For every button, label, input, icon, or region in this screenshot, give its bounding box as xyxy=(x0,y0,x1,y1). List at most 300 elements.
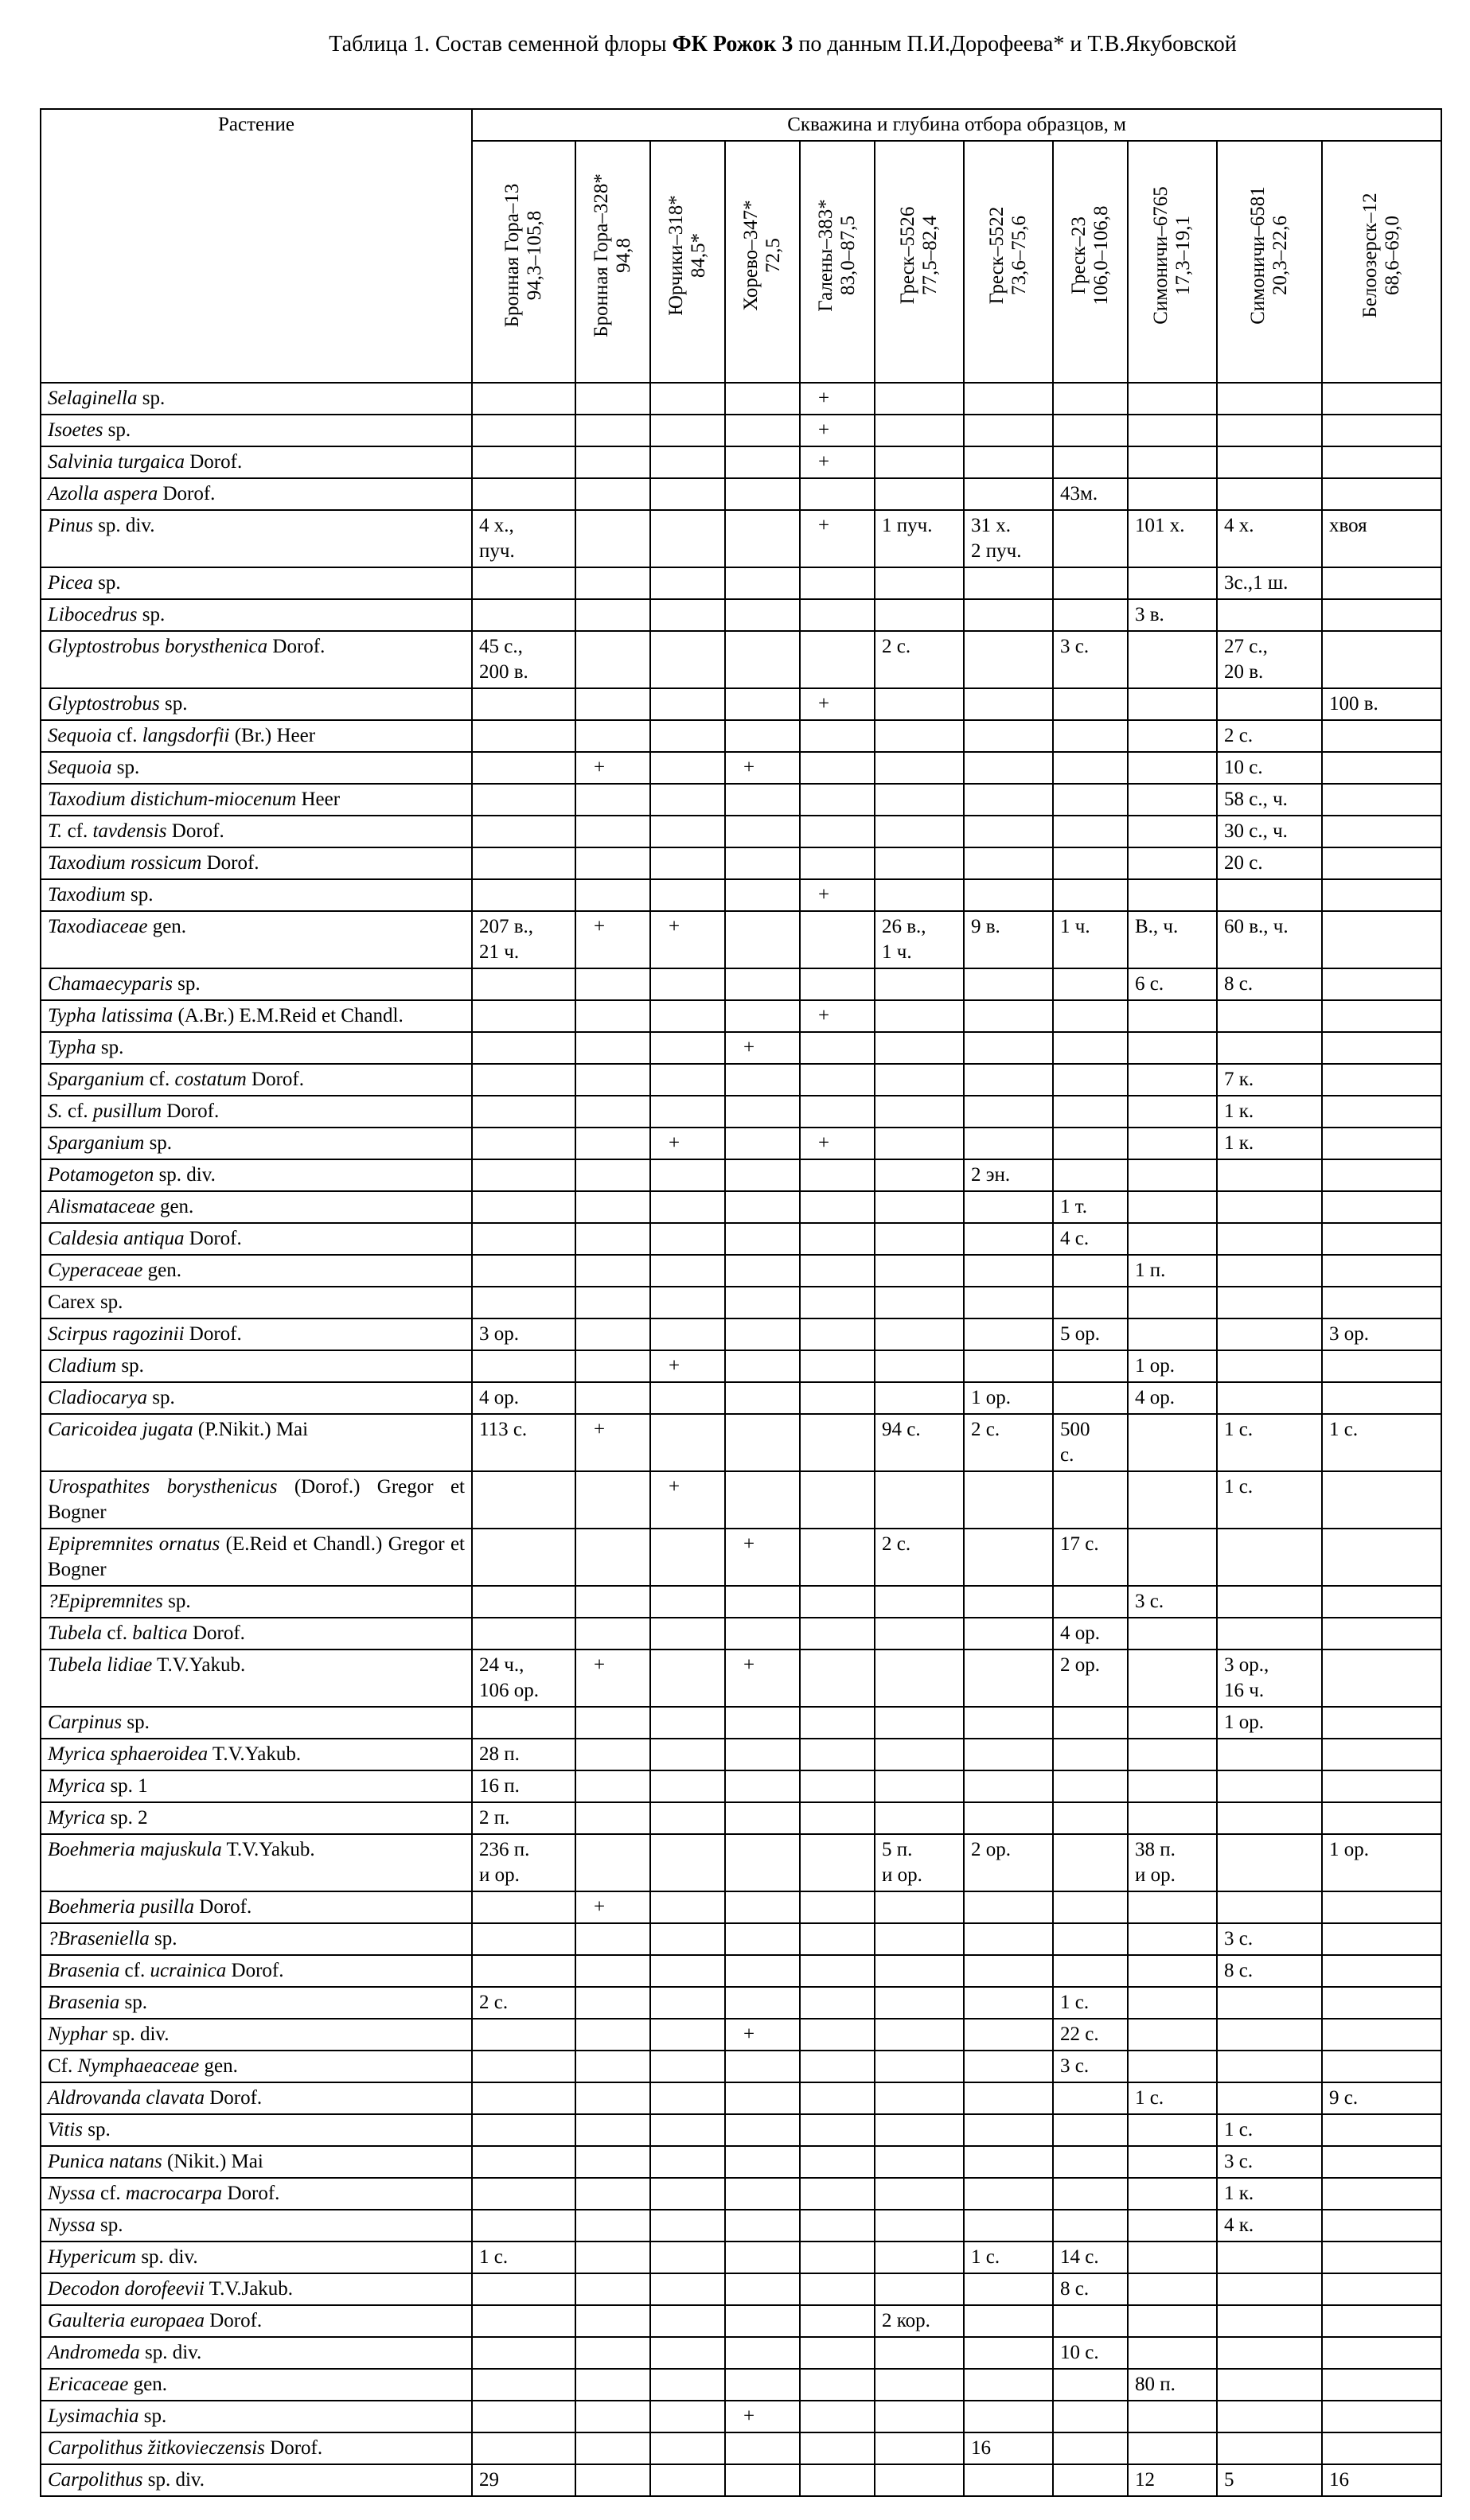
plant-name-text: sp. xyxy=(103,419,131,441)
data-cell xyxy=(800,1770,875,1802)
data-cell xyxy=(964,599,1053,631)
data-cell xyxy=(875,1802,964,1834)
data-cell xyxy=(1128,1618,1217,1649)
table-row xyxy=(41,879,1441,911)
data-cell xyxy=(875,1923,964,1955)
table-row xyxy=(41,968,1441,1000)
data-cell xyxy=(472,847,575,879)
plant-name-text: sp. xyxy=(122,1712,150,1733)
data-cell xyxy=(1217,1987,1322,2019)
plant-name-italic: Typha xyxy=(48,1037,96,1058)
data-cell xyxy=(964,1891,1053,1923)
table-row xyxy=(41,847,1441,879)
data-cell xyxy=(1128,1802,1217,1834)
data-cell: 43м. xyxy=(1053,478,1128,510)
plant-name-italic: Andromeda xyxy=(48,2342,140,2363)
table-row xyxy=(41,1382,1441,1414)
data-cell: 236 п. и ор. xyxy=(472,1834,575,1891)
data-cell xyxy=(800,1032,875,1064)
plant-name-text: Dorof. xyxy=(267,636,326,657)
data-cell xyxy=(575,1987,650,2019)
data-cell xyxy=(472,2210,575,2242)
plant-name-italic: Isoetes xyxy=(48,419,103,441)
plant-name-italic: Libocedrus xyxy=(48,604,138,625)
data-cell xyxy=(472,1923,575,1955)
data-cell xyxy=(1053,1770,1128,1802)
plant-name-cell xyxy=(41,1707,472,1739)
data-cell xyxy=(725,2464,800,2496)
plant-name-cell xyxy=(41,688,472,720)
data-cell: 1 ор. xyxy=(1217,1707,1322,1739)
table-row xyxy=(41,720,1441,752)
plant-name-text: sp. div. xyxy=(142,2469,205,2491)
data-cell xyxy=(875,2337,964,2369)
plant-name-text: Dorof. xyxy=(204,2310,263,2331)
data-cell xyxy=(725,1802,800,1834)
data-cell xyxy=(1053,1064,1128,1096)
plant-name-italic: Taxodium rossicum xyxy=(48,852,202,874)
plant-name-italic: S. xyxy=(48,1100,63,1122)
data-cell xyxy=(1217,1834,1322,1891)
data-cell xyxy=(1128,2273,1217,2305)
plant-name-cell xyxy=(41,2273,472,2305)
plant-name-italic: Taxodium distichum-miocenum xyxy=(48,789,297,810)
data-cell: 3 с. xyxy=(1217,2146,1322,2178)
data-cell xyxy=(725,1770,800,1802)
plant-name-text: Dorof. xyxy=(158,483,216,504)
data-cell xyxy=(964,688,1053,720)
table-title xyxy=(0,32,1470,57)
data-cell xyxy=(575,2242,650,2273)
data-cell xyxy=(800,1707,875,1739)
data-cell xyxy=(964,446,1053,478)
data-cell: + xyxy=(800,415,875,446)
data-cell xyxy=(964,968,1053,1000)
data-cell xyxy=(1128,2019,1217,2051)
data-cell xyxy=(1322,1128,1441,1159)
data-cell xyxy=(1322,1032,1441,1064)
data-cell xyxy=(650,1707,725,1739)
data-cell xyxy=(650,2305,725,2337)
data-cell xyxy=(1128,720,1217,752)
data-cell xyxy=(1128,816,1217,847)
data-cell xyxy=(575,2082,650,2114)
plant-name-cell xyxy=(41,1191,472,1223)
table-row xyxy=(41,1707,1441,1739)
plant-name-text: sp. xyxy=(116,1355,144,1377)
group-column-header: Скважина и глубина отбора образцов, м xyxy=(472,109,1441,141)
data-cell xyxy=(725,2337,800,2369)
data-cell xyxy=(964,752,1053,784)
plant-name-cell xyxy=(41,784,472,816)
plant-name-text: sp. xyxy=(162,1591,191,1612)
data-cell xyxy=(800,2337,875,2369)
data-cell xyxy=(472,1707,575,1739)
data-cell xyxy=(575,816,650,847)
plant-name-cell xyxy=(41,1096,472,1128)
data-cell: 4 ор. xyxy=(1053,1618,1128,1649)
data-cell xyxy=(650,1649,725,1707)
plant-name-cell xyxy=(41,1223,472,1255)
data-cell xyxy=(1128,1649,1217,1707)
data-cell: хвоя xyxy=(1322,510,1441,567)
plant-name-text: sp. xyxy=(119,1992,148,2013)
data-cell xyxy=(472,599,575,631)
plant-name-italic: Cladiocarya xyxy=(48,1387,147,1408)
data-cell xyxy=(800,1191,875,1223)
data-cell xyxy=(1053,2082,1128,2114)
table-row xyxy=(41,688,1441,720)
data-cell xyxy=(800,1414,875,1471)
data-cell xyxy=(1053,2369,1128,2401)
data-cell: 207 в., 21 ч. xyxy=(472,911,575,968)
data-cell xyxy=(472,1032,575,1064)
data-cell xyxy=(1322,1096,1441,1128)
plant-name-text: cf. xyxy=(62,1100,93,1122)
plant-name-text: Dorof. xyxy=(194,1896,252,1918)
data-cell: 5 xyxy=(1217,2464,1322,2496)
plant-name-italic: macrocarpa xyxy=(125,2183,223,2204)
data-cell xyxy=(650,2464,725,2496)
data-cell xyxy=(1322,446,1441,478)
data-cell xyxy=(725,510,800,567)
data-cell xyxy=(575,879,650,911)
data-cell: 1 с. xyxy=(1217,1471,1322,1529)
data-cell xyxy=(725,1191,800,1223)
table-row xyxy=(41,1891,1441,1923)
data-cell xyxy=(650,1382,725,1414)
data-cell xyxy=(650,1096,725,1128)
plant-name-cell xyxy=(41,383,472,415)
plant-name-text: cf. xyxy=(102,1622,133,1644)
plant-name-italic: Gaulteria europaea xyxy=(48,2310,205,2331)
data-cell xyxy=(650,2114,725,2146)
data-cell xyxy=(1053,1739,1128,1770)
plant-name-cell xyxy=(41,1586,472,1618)
data-cell xyxy=(1128,415,1217,446)
table-row xyxy=(41,2082,1441,2114)
data-cell: 26 в., 1 ч. xyxy=(875,911,964,968)
data-cell xyxy=(1053,1159,1128,1191)
plant-name-text: Dorof. xyxy=(204,2087,263,2109)
data-cell xyxy=(1217,2273,1322,2305)
data-cell xyxy=(964,1770,1053,1802)
data-cell xyxy=(1322,1471,1441,1529)
data-cell xyxy=(725,1891,800,1923)
data-cell xyxy=(964,1287,1053,1318)
column-header xyxy=(964,141,1053,383)
data-cell: 38 п. и ор. xyxy=(1128,1834,1217,1891)
data-cell xyxy=(575,1739,650,1770)
plant-name-italic: Carpinus xyxy=(48,1712,123,1733)
data-cell xyxy=(725,1471,800,1529)
title-suffix: по данным П.И.Дорофеева* и Т.В.Якубовской xyxy=(793,32,1237,56)
data-cell xyxy=(1217,1223,1322,1255)
plant-name-italic: Sparganium xyxy=(48,1069,145,1090)
data-cell xyxy=(800,1586,875,1618)
data-cell: 1 ор. xyxy=(1322,1834,1441,1891)
data-cell xyxy=(1322,567,1441,599)
data-cell xyxy=(1128,1739,1217,1770)
plant-name-italic: Nyssa xyxy=(48,2183,96,2204)
data-cell xyxy=(875,1350,964,1382)
data-cell xyxy=(650,2242,725,2273)
plant-name-italic: Sequoia xyxy=(48,725,112,746)
plant-name-cell xyxy=(41,911,472,968)
data-cell xyxy=(1217,1739,1322,1770)
data-cell: 113 с. xyxy=(472,1414,575,1471)
data-cell xyxy=(575,510,650,567)
data-cell xyxy=(964,784,1053,816)
table-row xyxy=(41,752,1441,784)
data-cell xyxy=(1053,879,1128,911)
data-cell xyxy=(575,1223,650,1255)
plant-name-italic: Myrica xyxy=(48,1775,106,1797)
plant-name-italic: Selaginella xyxy=(48,388,138,409)
data-cell xyxy=(1053,567,1128,599)
data-cell xyxy=(800,2210,875,2242)
data-cell xyxy=(800,968,875,1000)
plant-name-text: T.V.Yakub. xyxy=(221,1839,315,1860)
data-cell: + xyxy=(725,1032,800,1064)
data-cell xyxy=(575,2178,650,2210)
data-cell xyxy=(1128,2305,1217,2337)
data-cell: + xyxy=(575,1649,650,1707)
data-cell xyxy=(575,478,650,510)
data-cell: 2 эн. xyxy=(964,1159,1053,1191)
table-row xyxy=(41,1414,1441,1471)
title-bold: ФК Рожок 3 xyxy=(672,32,793,56)
data-cell xyxy=(650,2178,725,2210)
table-row xyxy=(41,1987,1441,2019)
data-cell xyxy=(875,2114,964,2146)
data-cell xyxy=(650,2082,725,2114)
table-row xyxy=(41,1159,1441,1191)
plant-name-italic: Salvinia turgaica xyxy=(48,451,185,473)
data-cell xyxy=(650,1159,725,1191)
data-cell xyxy=(575,1529,650,1586)
plant-name-cell xyxy=(41,510,472,567)
data-cell xyxy=(1128,2242,1217,2273)
data-cell xyxy=(725,2114,800,2146)
data-cell: 3 ор., 16 ч. xyxy=(1217,1649,1322,1707)
data-cell xyxy=(725,2305,800,2337)
data-cell xyxy=(1322,1770,1441,1802)
data-cell xyxy=(800,1891,875,1923)
data-cell xyxy=(725,2082,800,2114)
plant-name-cell xyxy=(41,1000,472,1032)
plant-name-italic: Typha latissima xyxy=(48,1005,174,1026)
data-cell xyxy=(575,2114,650,2146)
data-cell: + xyxy=(725,1649,800,1707)
data-cell xyxy=(1322,1707,1441,1739)
data-cell xyxy=(875,1955,964,1987)
data-cell xyxy=(575,2305,650,2337)
data-cell xyxy=(1128,2146,1217,2178)
title-prefix: Таблица 1. Состав семенной флоры xyxy=(329,32,673,56)
table-row xyxy=(41,1350,1441,1382)
data-cell: 2 ор. xyxy=(964,1834,1053,1891)
data-cell: 5 ор. xyxy=(1053,1318,1128,1350)
data-cell xyxy=(800,2273,875,2305)
plant-name-text: gen. xyxy=(147,916,187,937)
plant-name-text: cf. xyxy=(119,1960,150,1981)
data-cell: + xyxy=(575,1891,650,1923)
data-cell: 2 с. xyxy=(875,1529,964,1586)
data-cell xyxy=(964,2369,1053,2401)
data-cell: 16 п. xyxy=(472,1770,575,1802)
data-cell xyxy=(575,1586,650,1618)
data-cell: 3 ор. xyxy=(472,1318,575,1350)
data-cell: 10 с. xyxy=(1217,752,1322,784)
data-cell xyxy=(964,1529,1053,1586)
data-cell xyxy=(650,752,725,784)
table-row xyxy=(41,2146,1441,2178)
data-cell xyxy=(875,2464,964,2496)
data-cell xyxy=(1053,2305,1128,2337)
data-cell xyxy=(964,1096,1053,1128)
plant-name-cell xyxy=(41,631,472,688)
data-cell xyxy=(800,2242,875,2273)
plant-name-cell xyxy=(41,1414,472,1471)
data-cell xyxy=(472,1128,575,1159)
data-cell: 80 п. xyxy=(1128,2369,1217,2401)
data-cell: 1 п. xyxy=(1128,1255,1217,1287)
data-cell: 4 к. xyxy=(1217,2210,1322,2242)
table-row xyxy=(41,2432,1441,2464)
data-cell: 4 ор. xyxy=(1128,1382,1217,1414)
table-row xyxy=(41,1955,1441,1987)
plant-name-text: Dorof. xyxy=(184,1228,242,1249)
data-cell: 29 xyxy=(472,2464,575,2496)
data-cell: + xyxy=(800,510,875,567)
plant-name-text: Dorof. xyxy=(162,1100,220,1122)
data-cell xyxy=(1128,1159,1217,1191)
data-cell xyxy=(650,1955,725,1987)
data-cell xyxy=(800,2432,875,2464)
plant-name-text: sp. div. xyxy=(136,2246,198,2268)
data-cell xyxy=(650,599,725,631)
data-cell xyxy=(875,1287,964,1318)
plant-name-text: sp. xyxy=(138,2405,167,2427)
data-cell xyxy=(800,567,875,599)
plant-name-text: sp. 2 xyxy=(105,1807,148,1829)
data-cell xyxy=(1128,2051,1217,2082)
data-cell xyxy=(1322,1255,1441,1287)
plant-name-italic: Nyssa xyxy=(48,2214,96,2236)
data-cell xyxy=(1128,2432,1217,2464)
data-cell xyxy=(472,1159,575,1191)
data-cell xyxy=(650,1834,725,1891)
table-body xyxy=(41,383,1441,2496)
data-cell xyxy=(875,1223,964,1255)
data-cell: 2 с. xyxy=(472,1987,575,2019)
data-cell xyxy=(1217,1287,1322,1318)
data-cell xyxy=(575,2210,650,2242)
data-cell xyxy=(800,1802,875,1834)
data-cell: 60 в., ч. xyxy=(1217,911,1322,968)
data-cell xyxy=(472,2369,575,2401)
data-cell xyxy=(472,1586,575,1618)
column-header-label: Галены–383* 83,0–87,5 xyxy=(815,199,859,312)
data-cell xyxy=(875,1618,964,1649)
data-cell xyxy=(964,2146,1053,2178)
plant-name-text: gen. xyxy=(142,1260,181,1281)
data-cell xyxy=(725,631,800,688)
data-cell xyxy=(725,1618,800,1649)
plant-name-text: (Dorof.) Gregor et Bogner xyxy=(48,1476,465,1523)
plant-name-italic: T. xyxy=(48,820,63,842)
data-cell xyxy=(725,1223,800,1255)
data-cell xyxy=(1053,2178,1128,2210)
data-cell xyxy=(725,567,800,599)
data-cell xyxy=(725,1739,800,1770)
column-header xyxy=(725,141,800,383)
data-cell xyxy=(875,2082,964,2114)
data-cell xyxy=(575,2146,650,2178)
data-cell: 8 с. xyxy=(1217,968,1322,1000)
data-cell xyxy=(1053,1128,1128,1159)
data-cell xyxy=(875,1770,964,1802)
data-cell xyxy=(725,2210,800,2242)
data-cell xyxy=(1128,847,1217,879)
data-cell xyxy=(964,1802,1053,1834)
data-cell xyxy=(650,2401,725,2432)
data-cell xyxy=(1217,2337,1322,2369)
table-row xyxy=(41,1618,1441,1649)
data-cell xyxy=(1322,599,1441,631)
data-cell xyxy=(1217,1350,1322,1382)
plant-name-cell xyxy=(41,415,472,446)
data-cell xyxy=(964,1955,1053,1987)
plant-name-cell xyxy=(41,1032,472,1064)
data-cell xyxy=(1322,1649,1441,1707)
data-cell xyxy=(575,1255,650,1287)
plant-name-italic: Decodon dorofeevii xyxy=(48,2278,205,2300)
data-cell xyxy=(575,2051,650,2082)
data-cell xyxy=(725,1834,800,1891)
data-cell xyxy=(1128,879,1217,911)
data-cell xyxy=(1322,2210,1441,2242)
data-cell xyxy=(472,1529,575,1586)
plant-name-italic: pusillum xyxy=(92,1100,162,1122)
column-header xyxy=(1322,141,1441,383)
table-row xyxy=(41,2242,1441,2273)
data-cell: 2 ор. xyxy=(1053,1649,1128,1707)
column-header-label: Хорево–347* 72,5 xyxy=(740,200,784,311)
data-cell xyxy=(725,784,800,816)
data-cell xyxy=(472,2051,575,2082)
data-cell xyxy=(1217,478,1322,510)
data-cell xyxy=(875,1096,964,1128)
data-cell xyxy=(650,2337,725,2369)
table-row xyxy=(41,1096,1441,1128)
data-cell: 1 ч. xyxy=(1053,911,1128,968)
plant-name-text: sp. xyxy=(82,2119,111,2140)
plant-name-italic: Carpolithus žitkovieczensis xyxy=(48,2437,265,2459)
data-cell xyxy=(650,478,725,510)
data-cell xyxy=(964,2401,1053,2432)
plant-name-italic: ?Epipremnites xyxy=(48,1591,163,1612)
data-cell xyxy=(575,2464,650,2496)
column-header xyxy=(1053,141,1128,383)
plant-name-text: T.V.Yakub. xyxy=(208,1743,302,1765)
data-cell xyxy=(1322,2401,1441,2432)
plant-name-text: cf. xyxy=(95,2183,126,2204)
data-cell: 1 к. xyxy=(1217,1096,1322,1128)
data-cell xyxy=(800,2051,875,2082)
table-row xyxy=(41,816,1441,847)
